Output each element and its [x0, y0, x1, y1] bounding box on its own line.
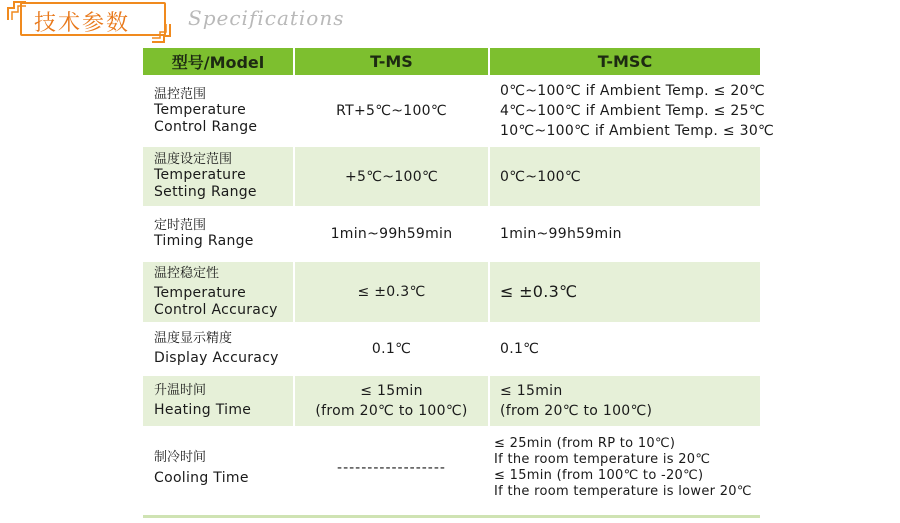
row-label: [143, 79, 293, 143]
t-ms-value: [295, 262, 488, 322]
table-row: [143, 262, 760, 322]
section-title-cn: 技术参数: [34, 11, 131, 36]
t-ms-value: [295, 79, 488, 143]
value-text: If the room temperature is lower 20℃: [494, 484, 752, 499]
row-label-cn: 温度显示精度: [154, 331, 233, 346]
row-label-en: Control Range: [154, 118, 258, 135]
table-bottom-border: [143, 515, 760, 518]
t-msc-value: [490, 376, 760, 426]
value-text: ≤ ±0.3℃: [357, 284, 426, 300]
row-label-en: Display Accuracy: [154, 350, 279, 366]
value-text: ≤ 15min: [500, 383, 563, 399]
value-text: 0℃~100℃: [500, 168, 581, 185]
value-text: 1min~99h59min: [500, 226, 622, 242]
value-text: 0.1℃: [371, 341, 412, 357]
table-row: [143, 79, 775, 143]
row-label: [143, 210, 293, 258]
spec-table: [143, 48, 775, 506]
section-header: [0, 0, 900, 48]
row-label-en: Cooling Time: [154, 469, 249, 486]
row-label-en: Timing Range: [154, 233, 254, 249]
value-text: (from 20℃ to 100℃): [315, 403, 468, 419]
row-label: [143, 326, 293, 372]
value-text: 4℃~100℃ if Ambient Temp. ≤ 25℃: [500, 103, 765, 119]
table-row: [143, 376, 760, 426]
value-text: 10℃~100℃ if Ambient Temp. ≤ 30℃: [500, 123, 775, 139]
t-msc-value: [490, 210, 760, 258]
value-text: RT+5℃~100℃: [336, 103, 447, 119]
t-msc-value: [490, 326, 760, 372]
value-text: ≤ 25min (from RP to 10℃): [494, 436, 676, 451]
row-label-cn: 温控稳定性: [154, 265, 220, 281]
row-label: [143, 376, 293, 426]
table-row: [143, 430, 760, 506]
row-label-en: Temperature: [154, 101, 246, 118]
column-header-t-ms: T-MS: [295, 48, 488, 75]
t-msc-value: [490, 262, 760, 322]
table-header-row: [143, 48, 760, 75]
t-ms-value: [295, 147, 488, 206]
t-ms-value: [295, 210, 488, 258]
value-text: 0℃~100℃ if Ambient Temp. ≤ 20℃: [500, 83, 765, 99]
row-label-en: Temperature: [154, 167, 246, 183]
column-header-t-msc: T-MSC: [490, 48, 760, 75]
value-text: ------------------: [337, 460, 446, 476]
row-label-cn: 升温时间: [154, 383, 207, 398]
table-row: [143, 210, 760, 258]
corner-ornament-icon: [150, 22, 172, 44]
section-title-en: Specifications: [188, 6, 345, 30]
row-label-en: Setting Range: [154, 184, 257, 200]
column-header-model: 型号/Model: [143, 48, 293, 75]
row-label-en: Temperature: [154, 284, 246, 301]
t-ms-value: [295, 430, 488, 506]
row-label: [143, 147, 293, 206]
value-text: ≤ 15min (from 100℃ to -20℃): [494, 468, 704, 483]
row-label: [143, 430, 293, 506]
t-ms-value: [295, 376, 488, 426]
value-text: ≤ 15min: [360, 383, 423, 399]
value-text: 0.1℃: [500, 341, 540, 357]
table-row: [143, 326, 760, 372]
t-ms-value: [295, 326, 488, 372]
value-text: (from 20℃ to 100℃): [500, 403, 653, 419]
row-label-cn: 温度设定范围: [154, 152, 233, 167]
row-label-cn: 制冷时间: [154, 449, 207, 465]
row-label-en: Heating Time: [154, 402, 252, 418]
t-msc-value: [490, 147, 760, 206]
table-row: [143, 147, 760, 206]
value-text: 1min~99h59min: [330, 226, 453, 242]
row-label: [143, 262, 293, 322]
row-label-cn: 定时范围: [154, 218, 207, 233]
row-label-en: Control Accuracy: [154, 301, 278, 318]
row-label-cn: 温控范围: [154, 86, 207, 102]
value-text: +5℃~100℃: [345, 168, 438, 185]
t-msc-value: [490, 430, 760, 506]
value-text: If the room temperature is 20℃: [494, 452, 711, 467]
value-text: ≤ ±0.3℃: [500, 282, 578, 301]
t-msc-value: [490, 79, 775, 143]
